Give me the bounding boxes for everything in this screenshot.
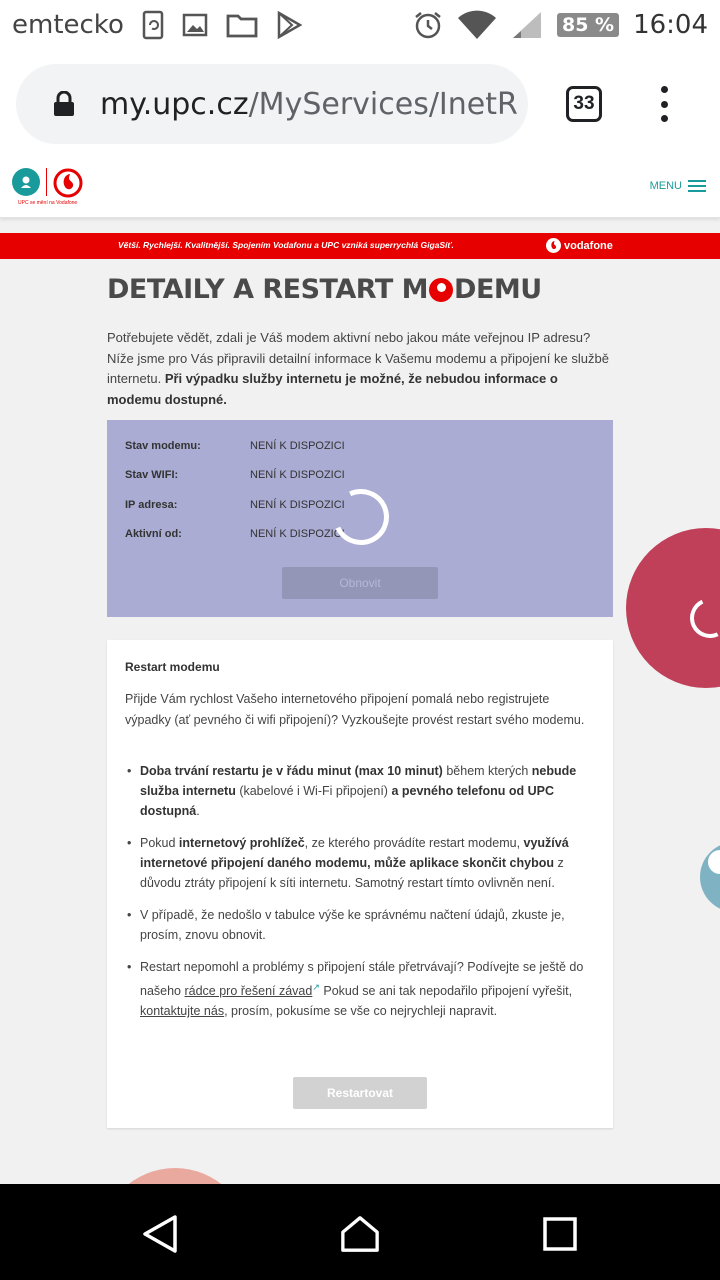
site-header <box>0 160 720 218</box>
folder-icon <box>226 12 258 38</box>
intro-plain: Potřebujete vědět, zdali je Váš modem aktivní nebo jakou máte veřejnou IP adresu? Níže jsme pro Vás připravili detailní informace k Vašemu modemu a připojení ke službě internetu. <box>107 330 609 386</box>
home-icon[interactable] <box>340 1214 380 1254</box>
text: . <box>196 804 200 818</box>
alarm-icon <box>413 10 443 40</box>
vodafone-logo-icon <box>53 168 83 203</box>
screenshot-icon <box>142 10 164 40</box>
contact-us-link[interactable]: kontaktujte nás <box>140 1004 225 1019</box>
android-nav-bar <box>0 1184 720 1280</box>
bold-text: a pevného telefonu od UPC dostupná <box>140 784 554 818</box>
overflow-menu-icon[interactable] <box>650 86 678 122</box>
browser-toolbar <box>0 50 720 160</box>
text: Pokud <box>140 836 179 850</box>
status-value: NENÍ K DISPOZICI <box>250 499 345 511</box>
page-title-part1: DETAILY A RESTART M <box>107 274 429 305</box>
loading-spinner-icon <box>325 481 397 553</box>
bold-text: nebude služba internetu <box>140 764 577 798</box>
play-store-icon <box>276 11 302 39</box>
text: V případě, že nedošlo v tabulce výše ke správnému načtení údajů, zkuste je, prosím, znovu obnovit. <box>140 908 565 942</box>
vodafone-o-icon <box>429 278 453 302</box>
restart-intro: Přijde Vám rychlost Vašeho internetového připojení pomalá nebo registrujete výpadky (ať pevného či wifi připojení)? Vyzkoušejte provést restart svého modemu. <box>125 692 585 727</box>
page-title <box>107 274 542 305</box>
lock-icon[interactable] <box>50 91 78 117</box>
list-item <box>125 761 595 821</box>
promo-brand-name: vodafone <box>564 239 613 252</box>
status-row-wifi <box>125 469 345 481</box>
modem-status-panel <box>107 420 613 617</box>
page-title-part2: DEMU <box>454 274 542 305</box>
bold-text: Doba trvání restartu je v řádu minut (max 10 minut) <box>140 764 443 778</box>
promo-text: Větší. Rychlejší. Kvalitnější. Spojením Vodafonu a UPC vzniká superrychlá GigaSíť. <box>118 240 454 250</box>
status-label: Stav WIFI: <box>125 469 179 481</box>
bold-text: využívá internetové připojení daného modemu, může aplikace skončit chybou <box>140 836 569 870</box>
upc-logo-icon <box>12 168 40 196</box>
text: , ze kterého provádíte restart modemu, <box>304 836 524 850</box>
clock: 16:04 <box>633 10 708 40</box>
image-icon <box>182 13 208 37</box>
hamburger-icon <box>688 180 706 192</box>
tab-switcher-button[interactable]: 33 <box>566 86 602 122</box>
text: (kabelové i Wi-Fi připojení) <box>235 784 392 798</box>
restart-button[interactable]: Restartovat <box>293 1077 427 1109</box>
address-bar[interactable] <box>16 64 528 144</box>
list-item <box>125 905 595 945</box>
logo-divider <box>46 168 47 196</box>
restart-info-list <box>125 761 595 1033</box>
status-label: IP adresa: <box>125 499 178 511</box>
text: , prosím, pokusíme se vše co nejrychleji napravit. <box>224 1004 498 1019</box>
battery-icon <box>557 13 619 37</box>
text: Restart nepomohl a problémy s připojení stále přetrvávají? Podívejte se ještě do našeho <box>140 960 584 999</box>
site-logo[interactable] <box>12 168 83 206</box>
troubleshooting-guide-link[interactable]: rádce pro řešení závad <box>184 984 313 999</box>
back-icon[interactable] <box>140 1214 180 1254</box>
text: během kterých <box>442 764 532 778</box>
status-value: NENÍ K DISPOZICI <box>250 528 345 540</box>
url-text[interactable] <box>100 87 518 122</box>
logo-tagline: UPC se mění na Vodafone <box>18 200 78 206</box>
text: z důvodu ztráty připojení k síti internetu. Samotný restart tímto ovlivněn není. <box>140 856 564 890</box>
status-value: NENÍ K DISPOZICI <box>250 469 345 481</box>
carrier-name: emtecko <box>12 10 124 40</box>
refresh-button[interactable]: Obnovit <box>282 567 438 599</box>
restart-card <box>107 640 613 1128</box>
text: Pokud se ani tak nepodařilo připojení vyřešit, <box>319 984 573 999</box>
status-row-active-since <box>125 528 345 540</box>
status-label: Stav modemu: <box>125 440 201 452</box>
intro-bold: Při výpadku služby internetu je možné, že nebudou informace o modemu dostupné. <box>107 371 558 407</box>
vodafone-icon <box>546 238 561 253</box>
status-row-modem <box>125 440 345 452</box>
bold-text: internetový prohlížeč <box>178 836 305 850</box>
url-host: my.upc.cz <box>100 86 249 122</box>
promo-brand <box>546 238 613 253</box>
wifi-icon <box>457 10 497 40</box>
promo-banner[interactable] <box>0 233 720 259</box>
list-item <box>125 957 595 1021</box>
signal-icon <box>511 10 543 40</box>
intro-text <box>107 328 613 410</box>
restart-title: Restart modemu <box>125 660 220 674</box>
external-link-icon[interactable]: ↗ <box>312 982 320 992</box>
url-path: /MyServices/InetR <box>248 86 518 122</box>
list-item <box>125 833 595 893</box>
menu-button[interactable] <box>650 180 706 192</box>
recents-icon[interactable] <box>540 1214 580 1254</box>
menu-label: MENU <box>649 180 682 192</box>
status-value: NENÍ K DISPOZICI <box>250 440 345 452</box>
status-label: Aktivní od: <box>125 528 182 540</box>
status-row-ip <box>125 499 345 511</box>
battery-level: 85 % <box>557 13 619 37</box>
android-status-bar <box>0 0 720 50</box>
